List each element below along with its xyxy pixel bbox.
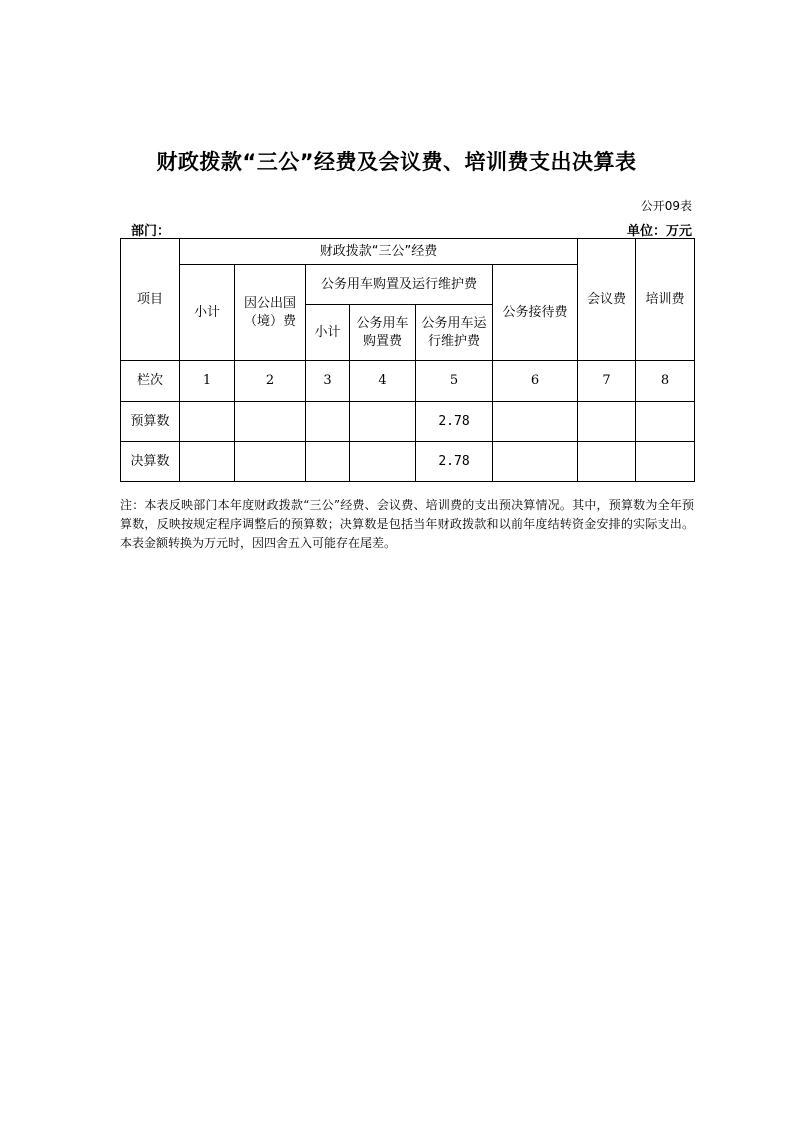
column-number: 5 [416, 361, 493, 402]
table-cell [493, 442, 578, 482]
table-cell: 2.78 [416, 402, 493, 442]
table-cell [180, 442, 235, 482]
header-meeting: 会议费 [578, 239, 636, 361]
table-row [121, 442, 695, 482]
column-number: 7 [578, 361, 636, 402]
table-cell [235, 402, 306, 442]
footnote: 注：本表反映部门本年度财政拨款“三公”经费、会议费、培训费的支出预决算情况。其中，预算数为全年预算数，反映按规定程序调整后的预算数；决算数是包括当年财政拨款和以前年度结转资金安排的实际支出。本表金额转换为万元时，因四舍五入可能存在尾差。 [120, 498, 694, 550]
table-cell [306, 402, 350, 442]
header-item: 项目 [121, 239, 180, 361]
header-vehicle-operation-line2: 行维护费 [427, 333, 480, 349]
table-cell [235, 442, 306, 482]
unit-label: 单位：万元 [626, 224, 692, 239]
column-number-label: 栏次 [121, 361, 180, 402]
page-title: 财政拨款“三公”经费及会议费、培训费支出决算表 [156, 150, 637, 174]
column-number: 8 [636, 361, 695, 402]
column-number: 4 [350, 361, 416, 402]
header-reception: 公务接待费 [493, 265, 578, 361]
header-abroad-line1: 因公出国 [243, 295, 296, 311]
table-cell [636, 442, 695, 482]
table-cell [180, 402, 235, 442]
table-row [121, 402, 695, 442]
header-abroad-line2: （境）费 [243, 313, 296, 329]
header-training: 培训费 [636, 239, 695, 361]
header-vehicle-operation [416, 305, 493, 361]
column-number-row [121, 361, 695, 402]
table-cell [350, 402, 416, 442]
header-vehicle-purchase [350, 305, 416, 361]
department-label: 部门： [131, 224, 171, 239]
column-number: 6 [493, 361, 578, 402]
header-abroad [235, 265, 306, 361]
table-cell [350, 442, 416, 482]
table-cell [493, 402, 578, 442]
column-number: 2 [235, 361, 306, 402]
table-cell [636, 402, 695, 442]
header-vehicle-purchase-line1: 公务用车 [356, 315, 409, 331]
column-number: 1 [180, 361, 235, 402]
header-vehicle-purchase-line2: 购置费 [362, 333, 402, 349]
form-code: 公开09表 [640, 199, 692, 213]
row-label-final: 决算数 [121, 442, 180, 482]
header-vehicle-operation-line1: 公务用车运 [421, 315, 487, 331]
header-subtotal: 小计 [180, 265, 235, 361]
table-cell [578, 402, 636, 442]
header-three-public: 财政拨款“三公”经费 [180, 239, 578, 265]
header-row-1 [121, 239, 695, 265]
table-cell [306, 442, 350, 482]
table-cell [578, 442, 636, 482]
expenditure-table [120, 238, 695, 482]
header-vehicle: 公务用车购置及运行维护费 [306, 265, 493, 305]
table-cell: 2.78 [416, 442, 493, 482]
row-label-budget: 预算数 [121, 402, 180, 442]
column-number: 3 [306, 361, 350, 402]
header-vehicle-subtotal: 小计 [306, 305, 350, 361]
